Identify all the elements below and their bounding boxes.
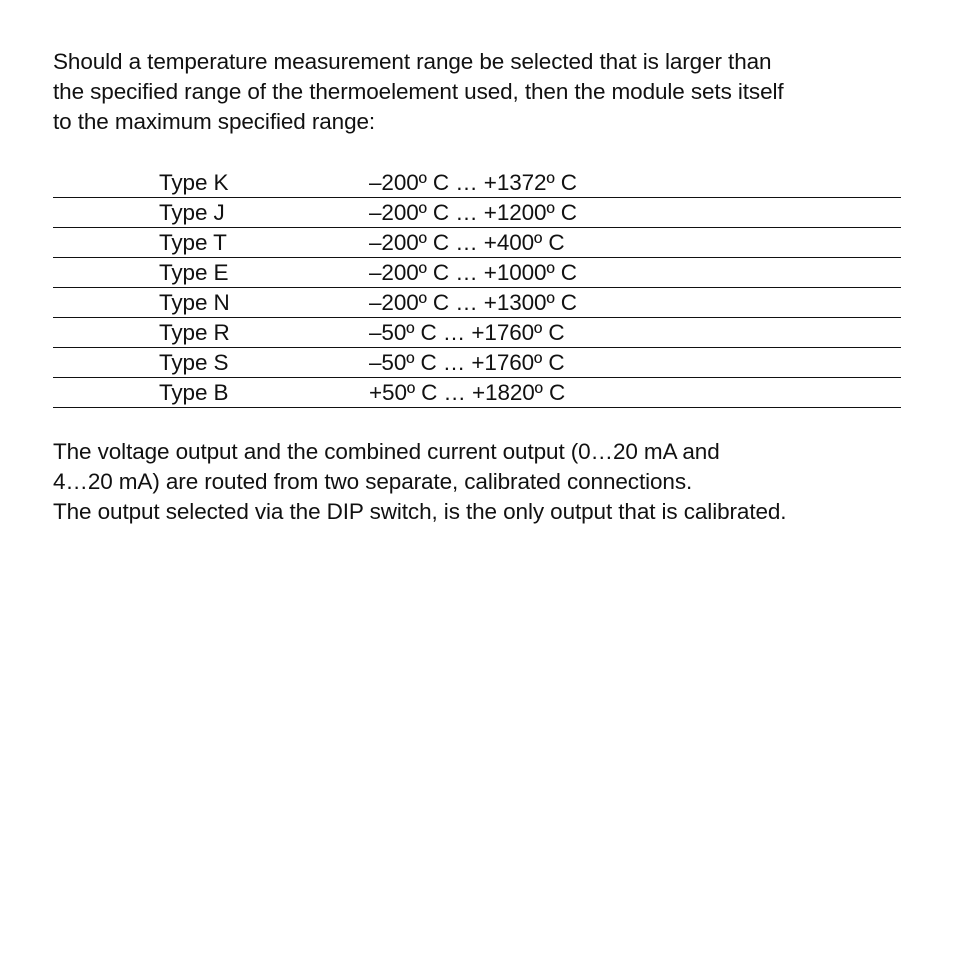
thermoelement-type: Type B bbox=[159, 379, 229, 405]
thermoelement-range-table bbox=[53, 167, 901, 408]
table-row bbox=[53, 227, 901, 257]
thermoelement-type: Type R bbox=[159, 319, 230, 345]
temperature-range: +50º C … +1820º C bbox=[369, 379, 566, 405]
intro-line: Should a temperature measurement range be selected that is larger than bbox=[53, 49, 772, 74]
thermoelement-type: Type N bbox=[159, 289, 230, 315]
temperature-range: –200º C … +1200º C bbox=[369, 199, 577, 225]
table-row bbox=[53, 197, 901, 227]
table-row bbox=[53, 287, 901, 317]
intro-paragraph bbox=[53, 47, 901, 137]
temperature-range: –200º C … +1000º C bbox=[369, 259, 577, 285]
temperature-range: –200º C … +1300º C bbox=[369, 289, 577, 315]
intro-line: the specified range of the thermoelement used, then the module sets itself bbox=[53, 79, 784, 104]
thermoelement-type: Type T bbox=[159, 229, 227, 255]
temperature-range: –200º C … +1372º C bbox=[369, 169, 577, 195]
table-row bbox=[53, 167, 901, 197]
temperature-range: –50º C … +1760º C bbox=[369, 319, 565, 345]
thermoelement-type: Type J bbox=[159, 199, 225, 225]
outro-line: The output selected via the DIP switch, is the only output that is calibrated. bbox=[53, 498, 787, 524]
outro-paragraph bbox=[53, 437, 901, 527]
temperature-range: –200º C … +400º C bbox=[369, 229, 565, 255]
table-row bbox=[53, 347, 901, 377]
table-row bbox=[53, 257, 901, 287]
intro-line: to the maximum specified range: bbox=[53, 109, 376, 134]
table-row bbox=[53, 317, 901, 347]
document-page bbox=[53, 47, 901, 527]
thermoelement-type: Type S bbox=[159, 349, 229, 375]
outro-line: The voltage output and the combined current output (0…20 mA and bbox=[53, 438, 720, 464]
thermoelement-type: Type E bbox=[159, 259, 229, 285]
temperature-range: –50º C … +1760º C bbox=[369, 349, 565, 375]
outro-line: 4…20 mA) are routed from two separate, calibrated connections. bbox=[53, 468, 693, 494]
table-row bbox=[53, 377, 901, 407]
thermoelement-type: Type K bbox=[159, 169, 229, 195]
